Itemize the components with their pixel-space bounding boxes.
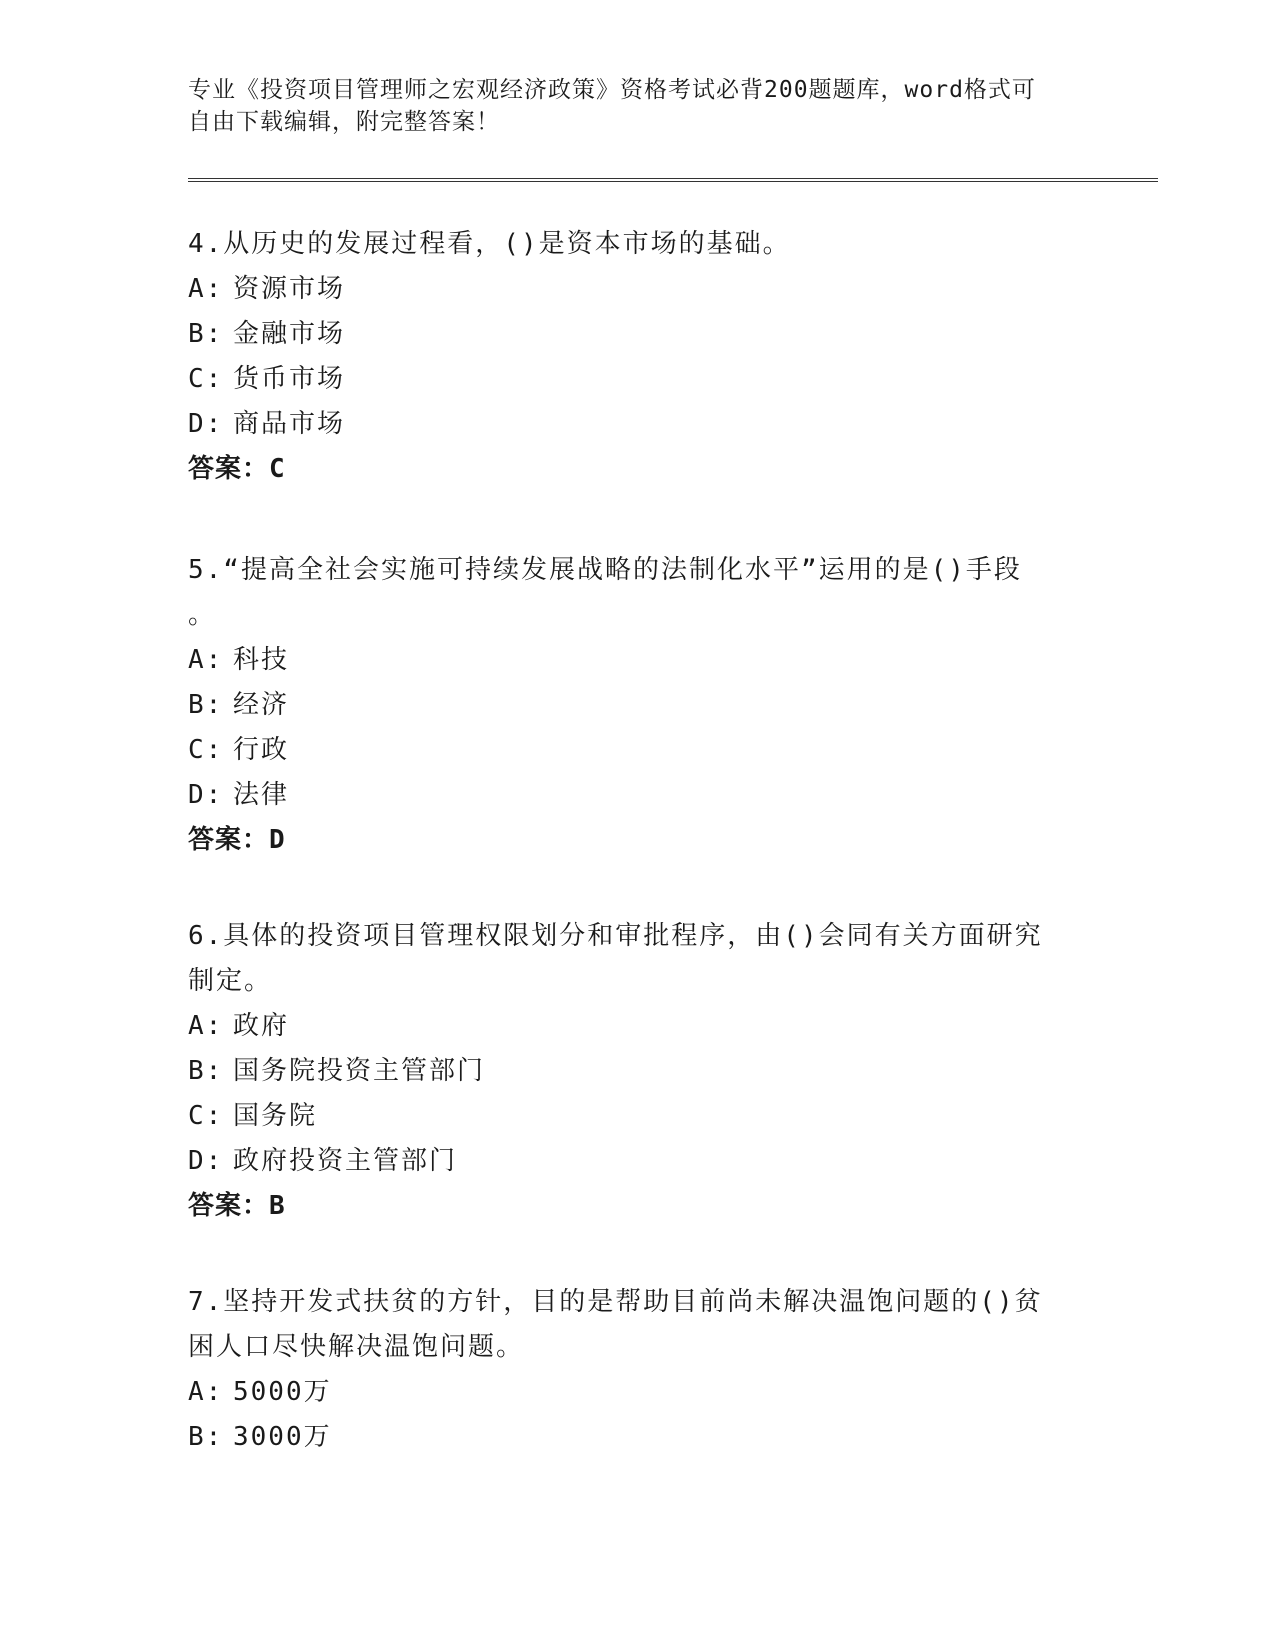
option-c [188,357,1068,402]
option-letter: A: [188,1377,224,1407]
option-text: 5000万 [233,1377,332,1407]
answer: 答案：C [188,454,286,484]
option-a [188,638,1068,683]
question-6 [188,914,1068,1229]
question-stem: 6.具体的投资项目管理权限划分和审批程序，由()会同有关方面研究 [188,921,1043,951]
option-a [188,1004,1068,1049]
option-text: 货币市场 [233,364,346,394]
option-c [188,728,1068,773]
option-d [188,1139,1068,1184]
option-a [188,1370,1068,1415]
question-stem-continued: 困人口尽快解决温饱问题。 [188,1332,525,1362]
question-stem-continued: 制定。 [188,966,273,996]
option-text: 政府投资主管部门 [233,1146,458,1176]
option-letter: D: [188,1146,224,1176]
option-letter: B: [188,690,224,720]
document-header [188,74,1068,138]
header-divider [188,178,1158,182]
header-line-1: 专业《投资项目管理师之宏观经济政策》资格考试必背200题题库，word格式可 [188,77,1036,103]
answer: 答案：D [188,825,286,855]
option-letter: B: [188,1056,224,1086]
option-text: 资源市场 [233,274,346,304]
option-letter: A: [188,1011,224,1041]
header-line-2: 自由下载编辑，附完整答案！ [188,109,500,135]
option-text: 法律 [233,780,290,810]
option-text: 金融市场 [233,319,346,349]
option-b [188,1415,1068,1460]
option-letter: B: [188,319,224,349]
question-4 [188,222,1068,492]
option-letter: D: [188,780,224,810]
question-stem: 7.坚持开发式扶贫的方针，目的是帮助目前尚未解决温饱问题的()贫 [188,1287,1043,1317]
option-b [188,683,1068,728]
option-letter: C: [188,735,224,765]
option-b [188,1049,1068,1094]
option-a [188,267,1068,312]
option-text: 商品市场 [233,409,346,439]
question-stem: 4.从历史的发展过程看，()是资本市场的基础。 [188,229,791,259]
option-text: 3000万 [233,1422,332,1452]
option-text: 经济 [233,690,290,720]
option-text: 国务院 [233,1101,318,1131]
option-text: 行政 [233,735,290,765]
option-text: 国务院投资主管部门 [233,1056,486,1086]
question-7 [188,1280,1068,1460]
option-letter: A: [188,645,224,675]
question-5 [188,548,1068,863]
option-d [188,402,1068,447]
option-letter: D: [188,409,224,439]
option-text: 政府 [233,1011,290,1041]
option-c [188,1094,1068,1139]
question-stem-continued: 。 [188,600,217,630]
option-letter: A: [188,274,224,304]
option-d [188,773,1068,818]
option-letter: B: [188,1422,224,1452]
option-letter: C: [188,364,224,394]
question-stem: 5.“提高全社会实施可持续发展战略的法制化水平”运用的是()手段 [188,555,1022,585]
option-b [188,312,1068,357]
answer: 答案：B [188,1191,286,1221]
option-letter: C: [188,1101,224,1131]
option-text: 科技 [233,645,290,675]
